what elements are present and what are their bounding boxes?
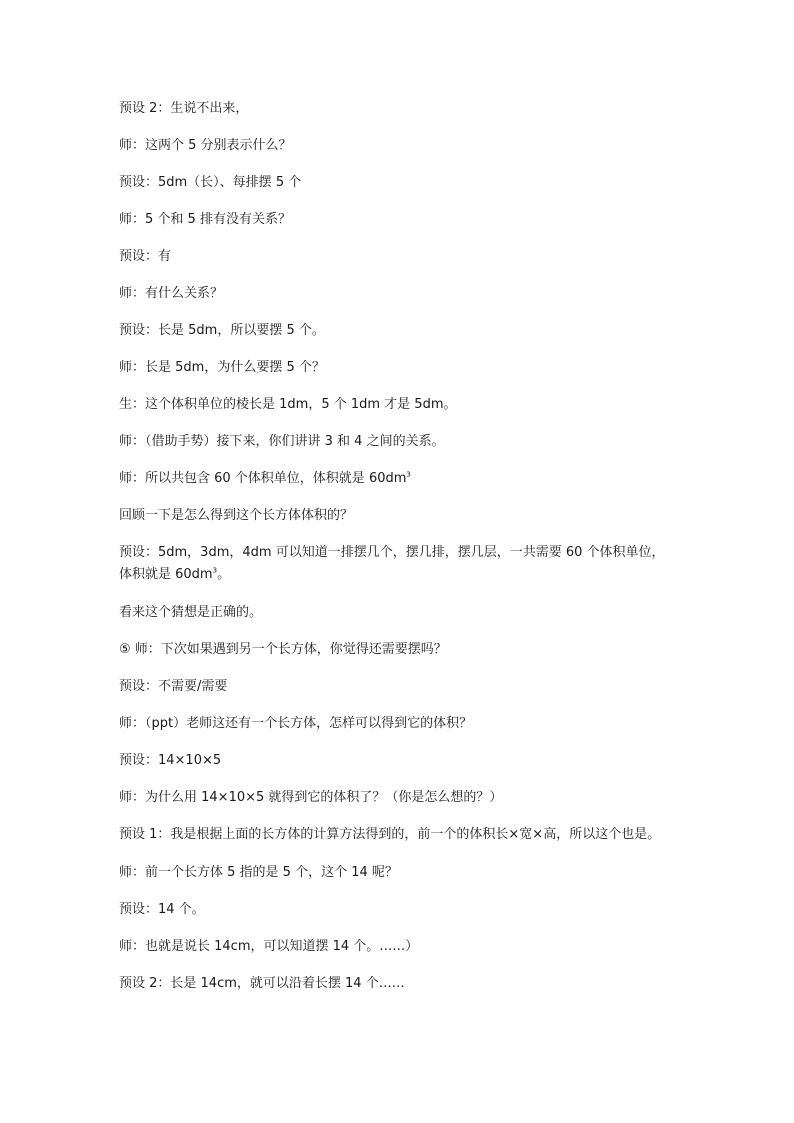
paragraph: 师：（借助手势）接下来，你们讲讲 3 和 4 之间的关系。 bbox=[119, 434, 445, 449]
paragraph: 预设：14 个。 bbox=[119, 902, 205, 917]
paragraph: 预设：不需要/需要 bbox=[119, 679, 228, 694]
paragraph: 预设：14×10×5 bbox=[119, 753, 222, 768]
paragraph: 师：这两个 5 分别表示什么？ bbox=[119, 138, 292, 153]
paragraph: 预设：有 bbox=[119, 249, 172, 264]
paragraph: 生：这个体积单位的棱长是 1dm，5 个 1dm 才是 5dm。 bbox=[119, 397, 457, 412]
paragraph: 预设：长是 5dm，所以要摆 5 个。 bbox=[119, 323, 325, 338]
paragraph: 师：前一个长方体 5 指的是 5 个，这个 14 呢？ bbox=[119, 865, 398, 880]
paragraph: 师：为什么用 14×10×5 就得到它的体积了？（你是怎么想的？） bbox=[119, 790, 503, 805]
paragraph: 师：也就是说长 14cm，可以知道摆 14 个。……） bbox=[119, 939, 419, 954]
paragraph-volume-60 bbox=[119, 468, 669, 489]
paragraph: 师：（ppt）老师这还有一个长方体，怎样可以得到它的体积？ bbox=[119, 716, 473, 731]
paragraph: 师：长是 5dm，为什么要摆 5 个？ bbox=[119, 360, 325, 375]
paragraph: 预设 2：长是 14cm，就可以沿着长摆 14 个…… bbox=[119, 976, 405, 991]
paragraph: 师：有什么关系？ bbox=[119, 286, 224, 301]
paragraph-step-5: ⑤ 师：下次如果遇到另一个长方体，你觉得还需要摆吗？ bbox=[119, 642, 447, 657]
paragraph: 师：5 个和 5 排有没有关系？ bbox=[119, 212, 291, 227]
paragraph: 预设：5dm（长）、每排摆 5 个 bbox=[119, 175, 302, 190]
paragraph-tail: 。 bbox=[217, 567, 231, 582]
paragraph: 预设 1：我是根据上面的长方体的计算方法得到的，前一个的体积长×宽×高，所以这个也是。 bbox=[119, 827, 661, 842]
superscript-exponent: 3 bbox=[212, 566, 218, 575]
superscript-exponent: 3 bbox=[406, 470, 411, 479]
document-body bbox=[119, 98, 669, 1010]
paragraph-summary bbox=[119, 542, 669, 586]
paragraph: 预设 2：生说不出来， bbox=[119, 101, 249, 116]
paragraph-text: 师：所以共包含 60 个体积单位，体积就是 60dm bbox=[119, 471, 407, 486]
paragraph-text: 预设：5dm，3dm，4dm 可以知道一排摆几个，摆几排，摆几层，一共需要 60 个体积单位，体积就是 60dm bbox=[119, 545, 665, 582]
paragraph: 回顾一下是怎么得到这个长方体体积的？ bbox=[119, 508, 354, 523]
paragraph: 看来这个猜想是正确的。 bbox=[119, 605, 263, 620]
